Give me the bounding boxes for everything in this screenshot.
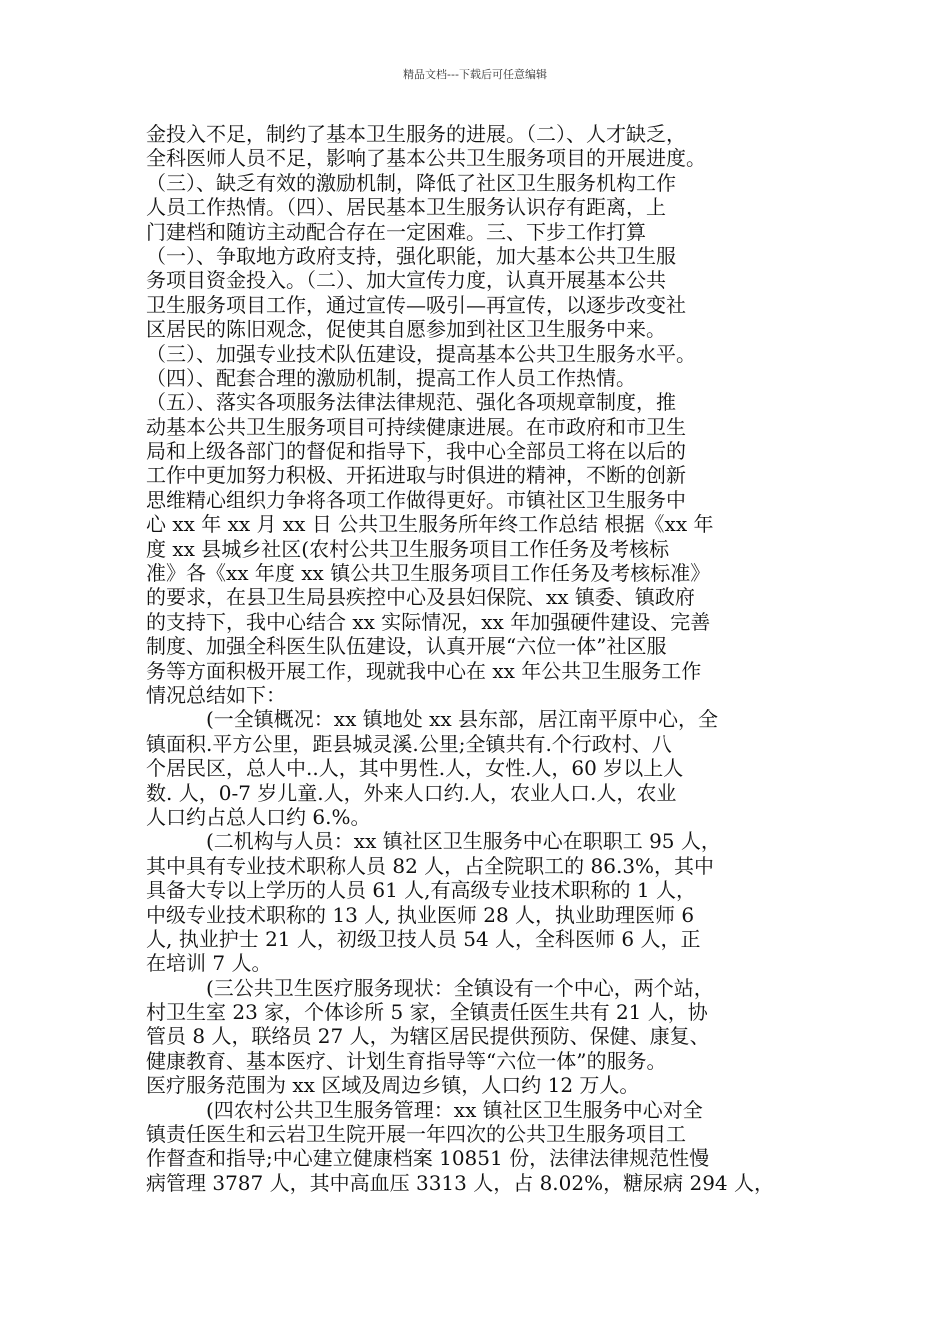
text-line: 卫生服务项目工作，通过宣传—吸引—再宣传，以逐步改变社 (146, 292, 686, 317)
text-line: 的支持下，我中心结合 xx 实际情况，xx 年加强硬件建设、完善 (146, 609, 711, 634)
text-line: 的要求，在县卫生局县疾控中心及县妇保院、xx 镇委、镇政府 (146, 585, 695, 610)
text-line: 管员 8 人，联络员 27 人，为辖区居民提供预防、保健、康复、 (146, 1024, 710, 1049)
text-line: 金投入不足，制约了基本卫生服务的进展。（二）、人才缺乏， (146, 122, 686, 146)
text-line: 心 xx 年 xx 月 xx 日 公共卫生服务所年终工作总结 根据《xx 年 (146, 512, 714, 537)
text-line: 人口约占总人口约 6.%。 (146, 804, 371, 829)
text-line: 病管理 3787 人，其中高血压 3313 人，占 8.02%，糖尿病 294 人， (146, 1170, 775, 1195)
text-line: 其中具有专业技术职称人员 82 人，占全院职工的 86.3%，其中 (146, 853, 715, 878)
text-line: 镇责任医生和云岩卫生院开展一年四次的公共卫生服务项目工 (146, 1122, 686, 1147)
text-line: 门建档和随访主动配合存在一定困难。三、下步工作打算 (146, 219, 646, 244)
text-line: （四）、配套合理的激励机制，提高工作人员工作热情。 (146, 365, 636, 390)
text-line: 健康教育、基本医疗、计划生育指导等“六位一体”的服务。 (146, 1048, 667, 1073)
text-line: 具备大专以上学历的人员 61 人,有高级专业技术职称的 1 人， (146, 878, 696, 903)
text-line: 务项目资金投入。（二）、加大宣传力度，认真开展基本公共 (146, 268, 666, 293)
text-line: 数. 人，0-7 岁儿童.人，外来人口约.人，农业人口.人，农业 (146, 780, 677, 805)
text-line: 务等方面积极开展工作，现就我中心在 xx 年公共卫生服务工作 (146, 658, 702, 683)
text-line: 工作中更加努力积极、开拓进取与时俱进的精神，不断的创新 (146, 463, 686, 488)
text-line: 全科医师人员不足，影响了基本公共卫生服务项目的开展进度。 (146, 146, 706, 171)
text-line: 区居民的陈旧观念，促使其自愿参加到社区卫生服务中来。 (146, 317, 666, 342)
text-line: （五）、落实各项服务法律法律规范、强化各项规章制度，推 (146, 390, 676, 415)
text-line: (三公共卫生医疗服务现状：全镇设有一个中心，两个站， (206, 975, 714, 1000)
text-line: 动基本公共卫生服务项目可持续健康进展。在市政府和市卫生 (146, 414, 686, 439)
text-line: (四农村公共卫生服务管理：xx 镇社区卫生服务中心对全 (206, 1097, 703, 1122)
text-line: （三）、缺乏有效的激励机制，降低了社区卫生服务机构工作 (146, 170, 676, 195)
text-line: (二机构与人员：xx 镇社区卫生服务中心在职职工 95 人， (206, 829, 721, 854)
text-line: (一全镇概况：xx 镇地处 xx 县东部，居江南平原中心，全 (206, 707, 718, 732)
text-line: 作督查和指导;中心建立健康档案 10851 份，法律法律规范性慢 (146, 1146, 710, 1171)
text-line: 个居民区，总人中..人，其中男性.人，女性.人，60 岁以上人 (146, 756, 684, 781)
text-line: 医疗服务范围为 xx 区域及周边乡镇，人口约 12 万人。 (146, 1073, 640, 1098)
text-line: （三）、加强专业技术队伍建设，提高基本公共卫生服务水平。 (146, 341, 696, 366)
text-line: 在培训 7 人。 (146, 951, 272, 976)
text-line: （一）、争取地方政府支持，强化职能，加大基本公共卫生服 (146, 243, 676, 268)
text-line: 人, 执业护士 21 人，初级卫技人员 54 人，全科医师 6 人，正 (146, 926, 701, 951)
text-line: 情况总结如下： (146, 682, 286, 707)
page-header: 精品文档---下载后可任意编辑 (403, 68, 547, 81)
text-line: 人员工作热情。（四）、居民基本卫生服务认识存有距离，上 (146, 195, 666, 220)
text-line: 村卫生室 23 家，个体诊所 5 家，全镇责任医生共有 21 人，协 (146, 1000, 708, 1025)
text-line: 制度、加强全科医生队伍建设，认真开展“六位一体”社区服 (146, 634, 667, 659)
text-line: 思维精心组织力争将各项工作做得更好。市镇社区卫生服务中 (146, 487, 686, 512)
text-line: 局和上级各部门的督促和指导下，我中心全部员工将在以后的 (146, 439, 686, 464)
text-line: 中级专业技术职称的 13 人, 执业医师 28 人，执业助理医师 6 (146, 902, 695, 927)
text-line: 准》各《xx 年度 xx 镇公共卫生服务项目工作任务及考核标准》 (146, 561, 711, 586)
text-line: 镇面积.平方公里，距县城灵溪.公里;全镇共有.个行政村、八 (146, 731, 672, 756)
document-body (146, 122, 806, 1195)
text-line: 度 xx 县城乡社区(农村公共卫生服务项目工作任务及考核标 (146, 536, 670, 561)
